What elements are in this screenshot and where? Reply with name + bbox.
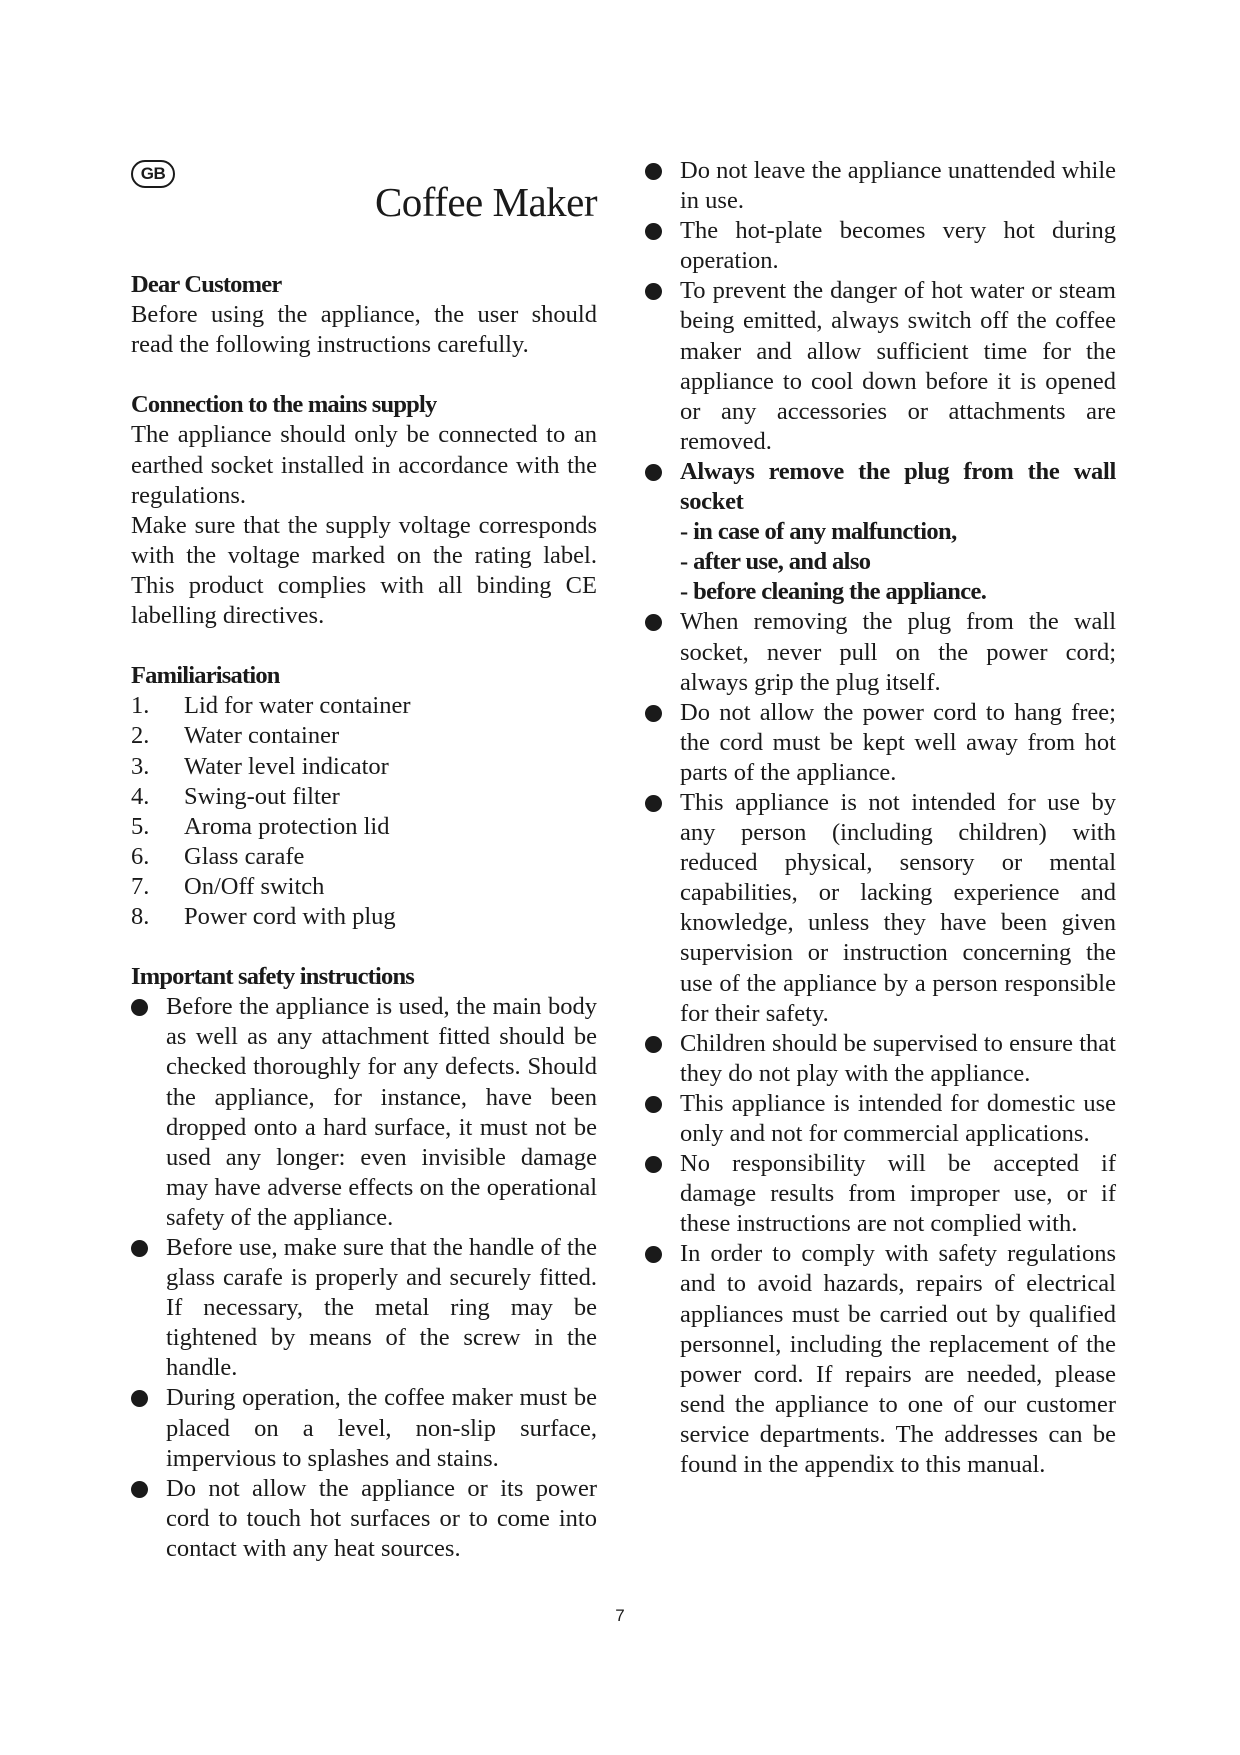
familiarisation-heading: Familiarisation bbox=[131, 662, 280, 690]
safety-list-right-2 bbox=[645, 607, 1116, 1480]
safety-item: Children should be supervised to ensure that they do not play with the appliance. bbox=[645, 1029, 1116, 1089]
safety-item: Do not allow the power cord to hang free; the cord must be kept well away from hot parts of the appliance. bbox=[645, 698, 1116, 788]
bullet-icon bbox=[645, 1036, 662, 1053]
safety-item: Do not allow the appliance or its power cord to touch hot surfaces or to come into contact with any heat sources. bbox=[131, 1474, 597, 1564]
left-column bbox=[131, 270, 597, 1564]
bullet-icon bbox=[645, 705, 662, 722]
plug-warning: Always remove the plug from the wall socket bbox=[680, 457, 1116, 516]
safety-item: This appliance is not intended for use by any person (including children) with reduced physical, sensory or mental capabilities, or lacking experience and knowledge, unless they have been given supervision or instruction concerning the use of the appliance by a person responsible for their safety. bbox=[645, 788, 1116, 1029]
dear-customer-heading: Dear Customer bbox=[131, 271, 282, 298]
list-item bbox=[131, 812, 597, 842]
bullet-icon bbox=[645, 283, 662, 300]
item-label: Swing-out filter bbox=[184, 782, 340, 810]
bullet-icon bbox=[131, 1240, 148, 1257]
safety-list-left bbox=[131, 992, 597, 1564]
safety-item: Do not leave the appliance unattended while in use. bbox=[645, 156, 1116, 216]
safety-heading: Important safety instructions bbox=[131, 963, 415, 991]
plug-case: - in case of any malfunction, bbox=[680, 518, 957, 546]
connection-text-2: Make sure that the supply voltage corresponds with the voltage marked on the rating label. This product complies with all binding CE labelling directives. bbox=[131, 511, 597, 630]
item-label: Water level indicator bbox=[184, 752, 389, 780]
bullet-icon bbox=[645, 614, 662, 631]
list-item bbox=[131, 902, 597, 932]
bullet-icon bbox=[645, 1156, 662, 1173]
connection-heading: Connection to the mains supply bbox=[131, 391, 437, 419]
list-item bbox=[131, 752, 597, 782]
list-item bbox=[131, 782, 597, 812]
safety-item: The hot-plate becomes very hot during operation. bbox=[645, 216, 1116, 276]
bullet-icon bbox=[131, 1481, 148, 1498]
bullet-icon bbox=[131, 1390, 148, 1407]
item-label: Glass carafe bbox=[184, 842, 305, 870]
item-label: Water container bbox=[184, 722, 340, 750]
item-number: 1. bbox=[131, 692, 150, 720]
item-number: 8. bbox=[131, 902, 150, 930]
page-number: 7 bbox=[615, 1606, 625, 1625]
safety-item-plug bbox=[645, 457, 1116, 517]
item-number: 7. bbox=[131, 872, 150, 900]
safety-item: No responsibility will be accepted if damage results from improper use, or if these instructions are not complied with. bbox=[645, 1149, 1116, 1239]
right-column bbox=[645, 156, 1116, 1480]
plug-case: - before cleaning the appliance. bbox=[680, 578, 987, 606]
safety-item: In order to comply with safety regulations and to avoid hazards, repairs of electrical appliances must be carried out by qualified personnel, including the replacement of the power cord. If repairs are needed, please send the appliance to one of our customer service departments. The addresses can be found in the appendix to this manual. bbox=[645, 1239, 1116, 1480]
bullet-icon bbox=[645, 1096, 662, 1113]
list-item bbox=[131, 872, 597, 902]
connection-text-1: The appliance should only be connected to an earthed socket installed in accordance with the regulations. bbox=[131, 421, 597, 509]
safety-item: This appliance is intended for domestic use only and not for commercial applications. bbox=[645, 1089, 1116, 1149]
item-number: 4. bbox=[131, 782, 150, 810]
dear-customer-text: Before using the appliance, the user should read the following instructions carefully. bbox=[131, 301, 597, 359]
bullet-icon bbox=[131, 999, 148, 1016]
page-title: Coffee Maker bbox=[374, 179, 597, 226]
plug-cases-list bbox=[645, 517, 1116, 607]
item-label: Lid for water container bbox=[184, 692, 411, 720]
list-item bbox=[131, 691, 597, 721]
item-label: Aroma protection lid bbox=[184, 812, 390, 840]
item-number: 2. bbox=[131, 722, 150, 750]
safety-item: Before use, make sure that the handle of the glass carafe is properly and securely fitted. If necessary, the metal ring may be tightened by means of the screw in the handle. bbox=[131, 1233, 597, 1383]
item-number: 6. bbox=[131, 842, 150, 870]
safety-item: When removing the plug from the wall socket, never pull on the power cord; always grip the plug itself. bbox=[645, 607, 1116, 697]
safety-item: To prevent the danger of hot water or steam being emitted, always switch off the coffee maker and allow sufficient time for the appliance to cool down before it is opened or any accessories or attachments are removed. bbox=[645, 276, 1116, 457]
parts-list bbox=[131, 691, 597, 932]
bullet-icon bbox=[645, 163, 662, 180]
list-item bbox=[131, 842, 597, 872]
item-number: 5. bbox=[131, 812, 150, 840]
item-label: Power cord with plug bbox=[184, 902, 396, 930]
language-badge: GB bbox=[131, 160, 175, 188]
item-number: 3. bbox=[131, 752, 150, 780]
safety-list-right bbox=[645, 156, 1116, 517]
bullet-icon bbox=[645, 464, 662, 481]
safety-item: During operation, the coffee maker must be placed on a level, non-slip surface, impervious to splashes and stains. bbox=[131, 1383, 597, 1473]
bullet-icon bbox=[645, 1246, 662, 1263]
list-item bbox=[131, 721, 597, 751]
item-label: On/Off switch bbox=[184, 872, 325, 900]
plug-case: - after use, and also bbox=[680, 548, 871, 576]
bullet-icon bbox=[645, 795, 662, 812]
safety-item: Before the appliance is used, the main body as well as any attachment fitted should be checked thoroughly for any defects. Should the appliance, for instance, have been dropped onto a hard surface, it must not be used any longer: even invisible damage may have adverse effects on the operational safety of the appliance. bbox=[131, 992, 597, 1233]
bullet-icon bbox=[645, 223, 662, 240]
